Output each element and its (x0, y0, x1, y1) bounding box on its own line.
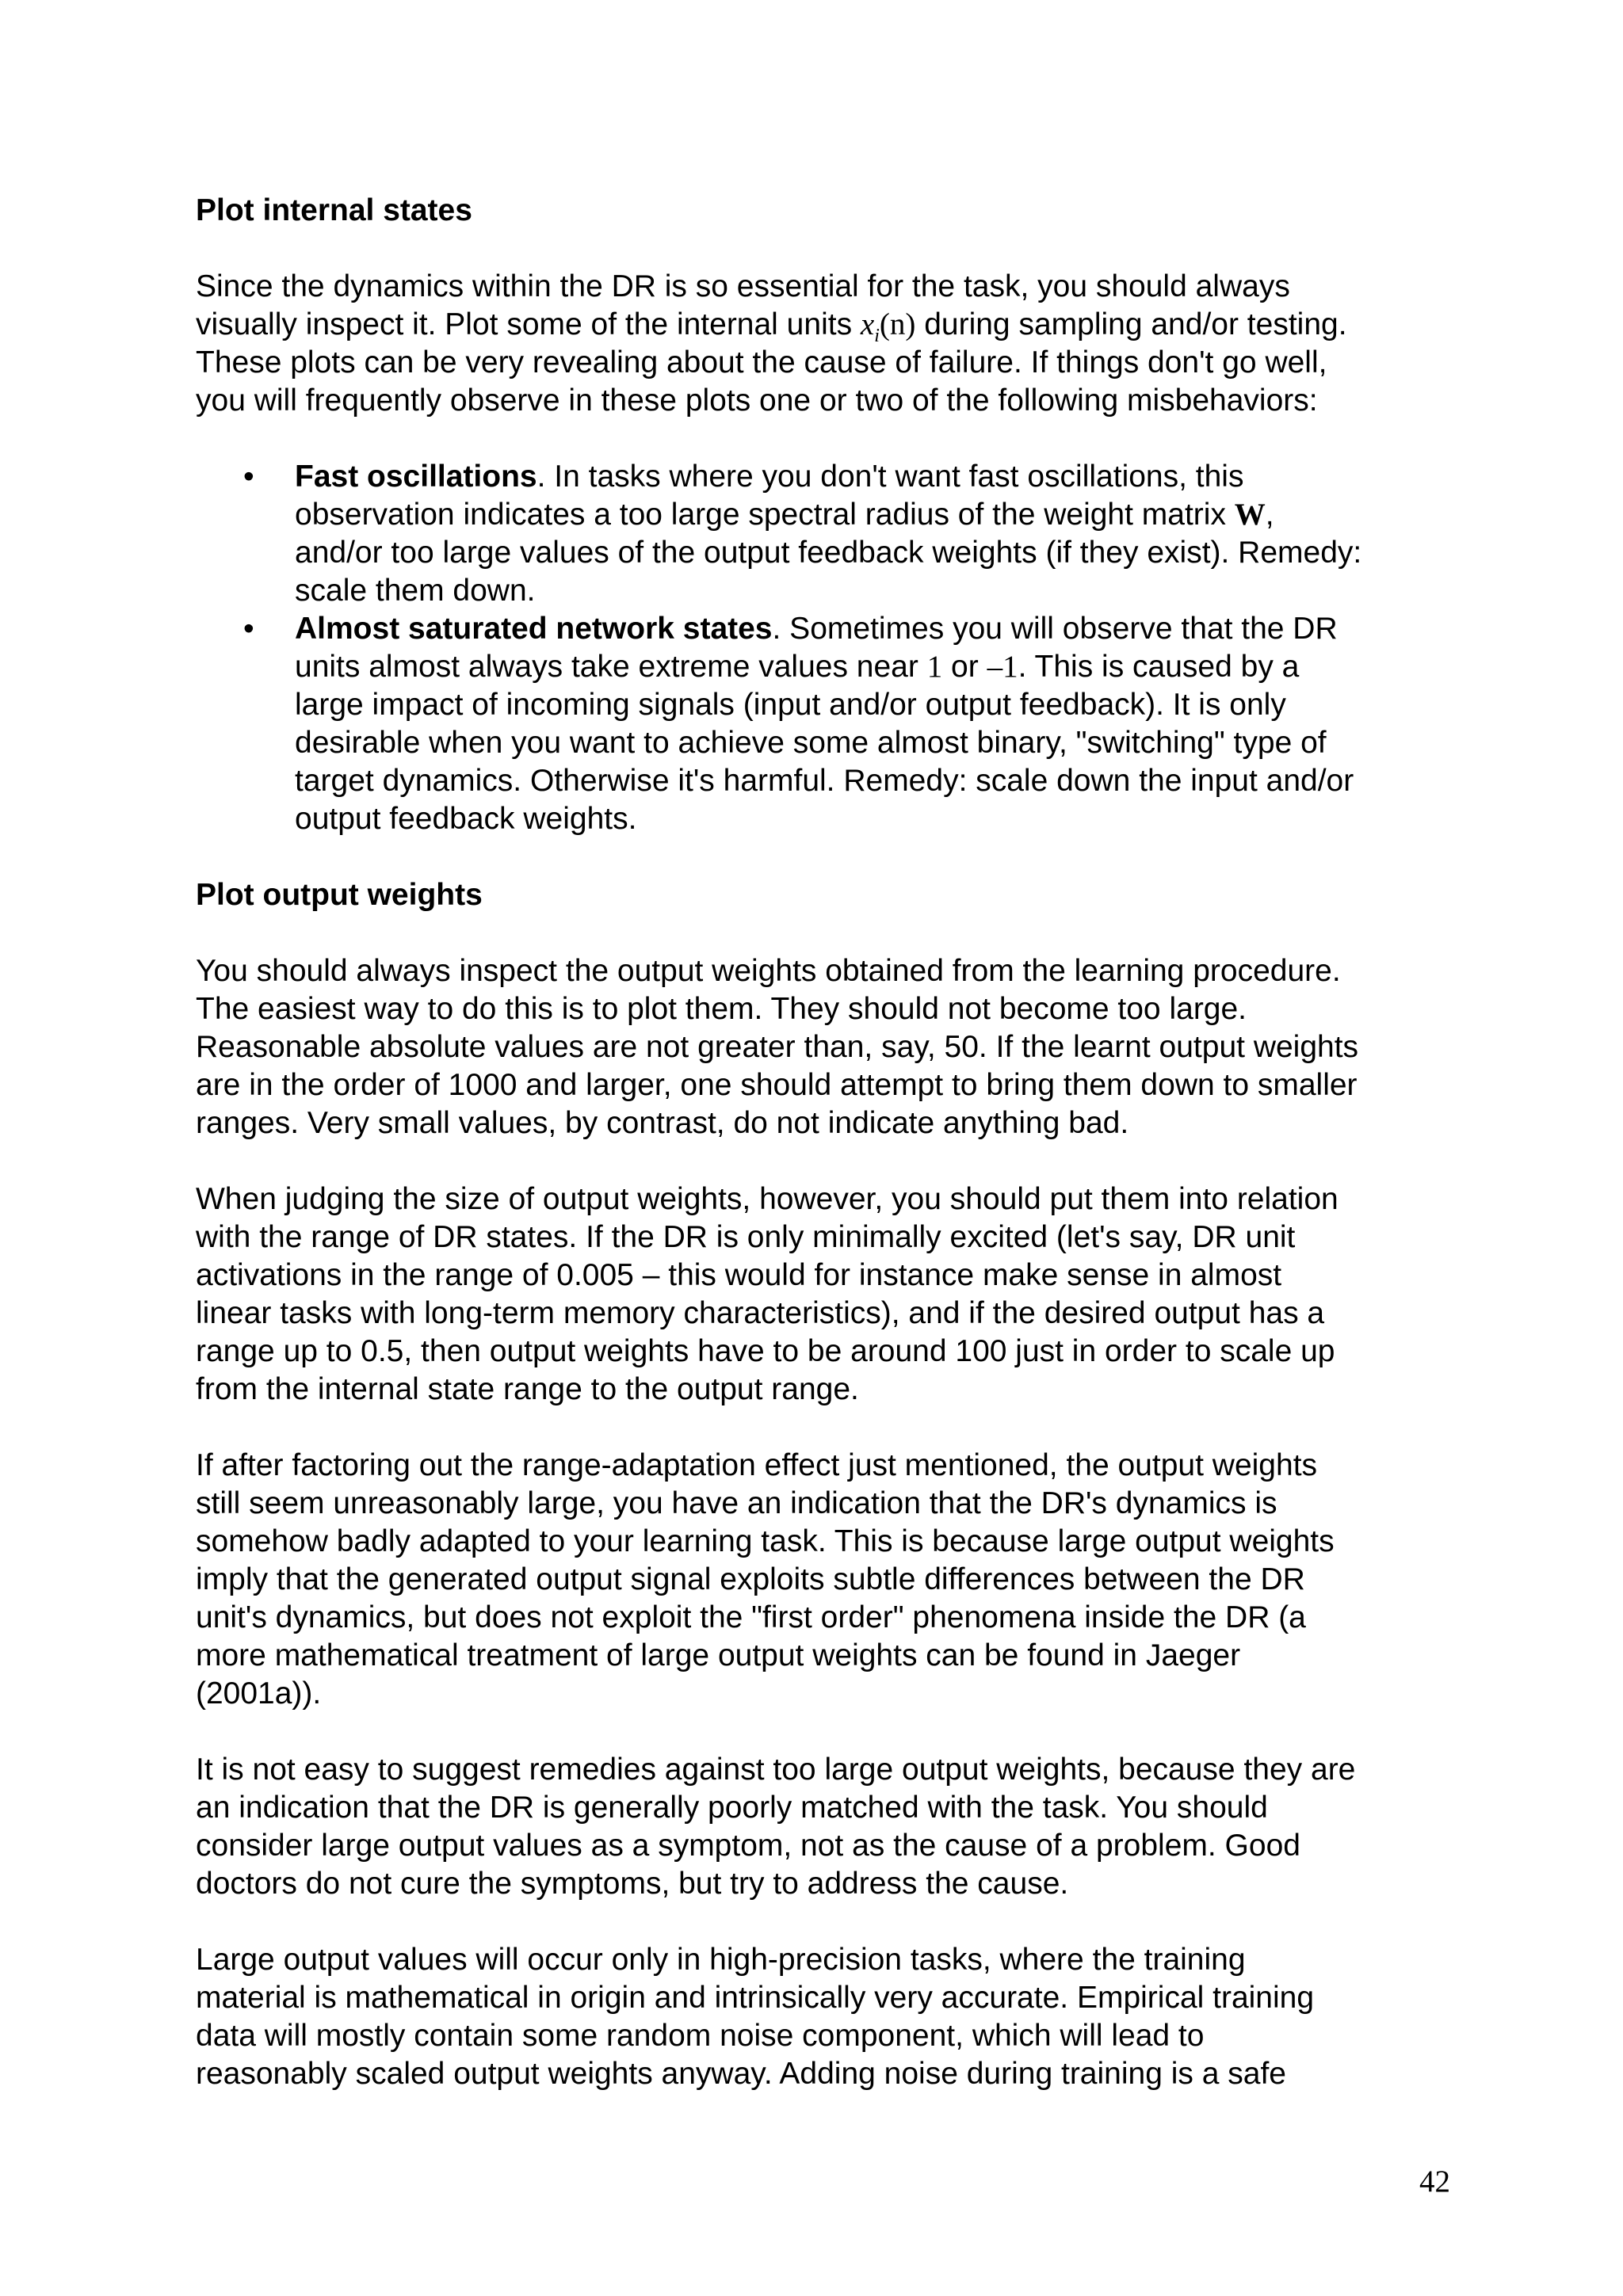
section-heading-plot-output-weights: Plot output weights (196, 878, 483, 912)
page-content (196, 192, 1448, 2093)
paragraph-internal-states-intro: Since the dynamics within the DR is so essential for the task, you should always visually inspect it. Plot some of the internal units $x_i(n)$ during sampling and/or testing. These plots can be very revealing about the cause of failure. If things don't go well, you will frequently observe in these plots one or two of the following misbehaviors: (196, 269, 1347, 418)
paragraph-output-weights-2: When judging the size of output weights, however, you should put them into relation with the range of DR states. If the DR is only minimally excited (let's say, DR unit activations in the range of 0.005 – this would for instance make sense in almost linear tasks with long-term memory characteristics), and if the desired output has a range up to 0.5, then output weights have to be around 100 just in order to scale up from the internal state range to the output range. (196, 1182, 1338, 1406)
list-item-saturated-states: • Almost saturated network states. Sometimes you will observe that the DR units almost always take extreme values near 1 or –1. This is caused by a large impact of incoming signals (input and/or output feedback). It is only desirable when you want to achieve some almost binary, "switching" type of target dynamics. Otherwise it's harmful. Remedy: scale down the input and/or output feedback weights. (243, 612, 1354, 836)
section-heading-plot-internal-states: Plot internal states (196, 193, 472, 227)
math-argument-n: (n) (879, 307, 916, 341)
math-subscript-i: i (874, 325, 880, 346)
paragraph-output-weights-5: Large output values will occur only in high-precision tasks, where the training material is mathematical in origin and intrinsically very accurate. Empirical training data will mostly contain some random noise component, which will lead to reasonably scaled output weights anyway. Adding noise during training is a safe (196, 1943, 1315, 2091)
paragraph-output-weights-4: It is not easy to suggest remedies against too large output weights, because they are an indication that the DR is generally poorly matched with the task. You should consider large output values as a symptom, not as the cause of a problem. Good doctors do not cure the symptoms, but try to address the cause. (196, 1753, 1356, 1901)
page-number: 42 (1419, 2164, 1450, 2199)
misbehavior-list (196, 458, 1448, 838)
math-value-one: 1 (926, 650, 943, 684)
bullet-icon: • (243, 612, 254, 646)
bullet-icon: • (243, 460, 254, 494)
math-variable-x: x (860, 307, 875, 341)
matrix-symbol-w: W (1234, 498, 1266, 532)
paragraph-output-weights-1: You should always inspect the output weights obtained from the learning procedure. The easiest way to do this is to plot them. They should not become too large. Reasonable absolute values are not greater than, say, 50. If the learnt output weights are in the order of 1000 and larger, one should attempt to bring them down to smaller ranges. Very small values, by contrast, do not indicate anything bad. (196, 954, 1359, 1140)
math-value-minus-one: –1 (987, 650, 1018, 684)
paragraph-output-weights-3: If after factoring out the range-adaptation effect just mentioned, the output weights still seem unreasonably large, you have an indication that the DR's dynamics is somehow badly adapted to your learning task. This is because large output weights imply that the generated output signal exploits subtle differences between the DR unit's dynamics, but does not exploit the "first order" phenomena inside the DR (a more mathematical treatment of large output weights can be found in Jaeger (2001a)). (196, 1448, 1335, 1711)
list-item-fast-oscillations: • Fast oscillations. In tasks where you don't want fast oscillations, this observation indicates a too large spectral radius of the weight matrix W, and/or too large values of the output feedback weights (if they exist). Remedy: scale them down. (243, 460, 1362, 608)
